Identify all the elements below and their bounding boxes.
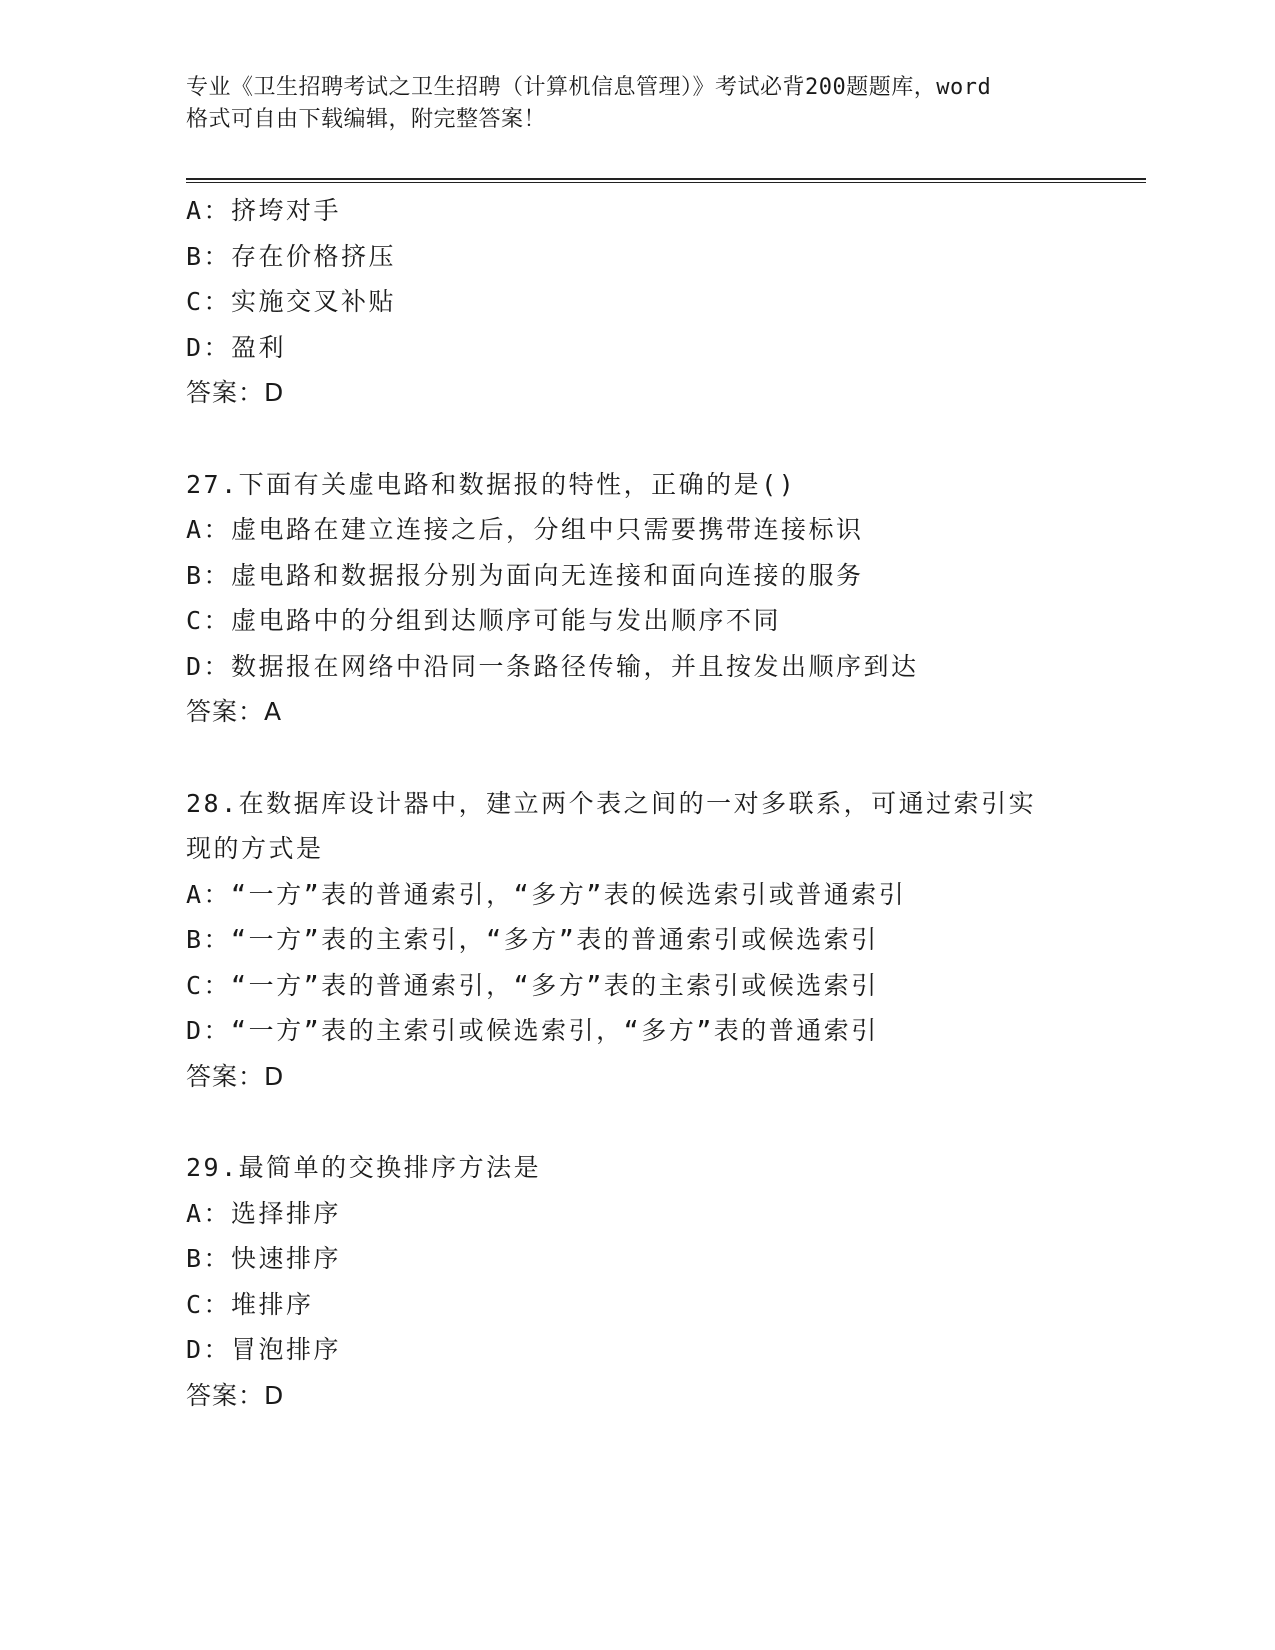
option-a: A：“一方”表的普通索引，“多方”表的候选索引或普通索引 [186,879,907,909]
option-d: D：数据报在网络中沿同一条路径传输，并且按发出顺序到达 [186,651,919,681]
question-stem-line-1: 28.在数据库设计器中，建立两个表之间的一对多联系，可通过索引实 [186,788,1037,818]
option-d: D：冒泡排序 [186,1335,342,1364]
answer-line: 答案：D [186,1061,285,1091]
option-d: D：盈利 [186,332,287,362]
question-stem-line-2: 现的方式是 [186,834,324,863]
question-stem: 29.最简单的交换排序方法是 [186,1153,542,1182]
option-c: C：堆排序 [186,1289,314,1319]
question-28 [186,781,1146,1100]
answer-line: 答案：D [186,1380,285,1410]
question-list [186,188,1146,1418]
option-a: A：选择排序 [186,1198,342,1228]
question-27 [186,462,1146,735]
question-26-tail [186,188,1146,416]
question-stem: 27.下面有关虚电路和数据报的特性，正确的是() [186,469,797,499]
option-b: B：快速排序 [186,1244,342,1273]
header-divider-thin [186,182,1146,183]
option-c: C：实施交叉补贴 [186,287,397,316]
answer-line: 答案：D [186,378,285,407]
header-title-line-2: 格式可自由下载编辑，附完整答案！ [186,107,547,132]
option-b: B：“一方”表的主索引，“多方”表的普通索引或候选索引 [186,925,879,954]
header-divider-thick [186,178,1146,180]
option-b: B：虚电路和数据报分别为面向无连接和面向连接的服务 [186,560,864,590]
option-d: D：“一方”表的主索引或候选索引，“多方”表的普通索引 [186,1016,879,1045]
option-a: A：挤垮对手 [186,196,342,225]
option-a: A：虚电路在建立连接之后，分组中只需要携带连接标识 [186,515,864,544]
answer-line: 答案：A [186,697,283,726]
option-b: B：存在价格挤压 [186,241,397,271]
header-title-line-1: 专业《卫生招聘考试之卫生招聘（计算机信息管理）》考试必背200题题库，word [186,75,992,100]
option-c: C：“一方”表的普通索引，“多方”表的主索引或候选索引 [186,970,879,1000]
question-29 [186,1145,1146,1418]
option-c: C：虚电路中的分组到达顺序可能与发出顺序不同 [186,606,782,635]
document-header [186,72,1086,136]
